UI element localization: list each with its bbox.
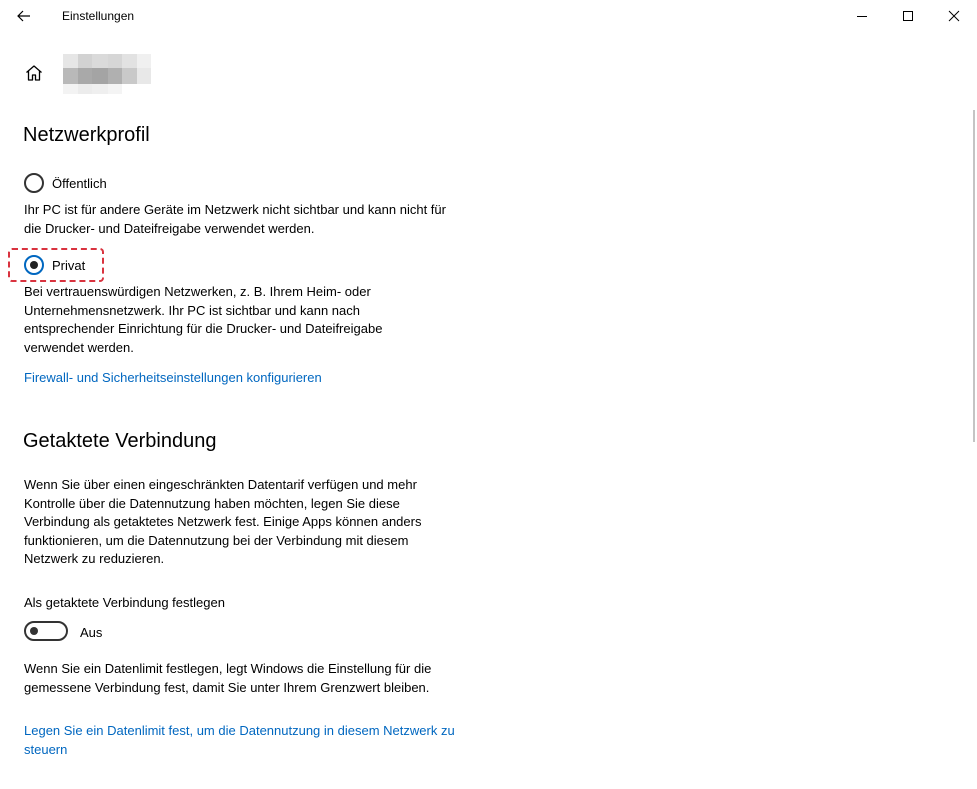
minimize-button[interactable]	[839, 0, 885, 32]
back-arrow-icon[interactable]	[14, 6, 34, 26]
metered-toggle-label: Als getaktete Verbindung festlegen	[24, 595, 225, 610]
datenlimit-description: Wenn Sie ein Datenlimit festlegen, legt Windows die Einstellung für die gemessene Verbindung fest, damit Sie unter Ihrem Grenzwert bleiben.	[24, 661, 432, 695]
window-title: Einstellungen	[62, 9, 135, 23]
netzwerkprofil-heading: Netzwerkprofil	[23, 124, 150, 146]
firewall-settings-link[interactable]: Firewall- und Sicherheitseinstellungen konfigurieren	[24, 370, 322, 385]
getaktete-verbindung-heading: Getaktete Verbindung	[23, 430, 217, 452]
toggle-state-text: Aus	[80, 625, 103, 640]
radio-privat[interactable]	[24, 255, 44, 275]
radio-selected-dot	[30, 261, 38, 269]
title-bar	[0, 0, 977, 32]
scrollbar-thumb[interactable]	[973, 110, 975, 442]
radio-privat-label[interactable]: Privat	[52, 258, 86, 273]
privat-description: Bei vertrauenswürdigen Netzwerken, z. B. Ihrem Heim- oder Unternehmensnetzwerk. Ihr PC ist sichtbar und kann nach entsprechender Einrichtung für die Drucker- und Dateifreigabe verwendet werden.	[24, 284, 383, 355]
radio-oeffentlich-label[interactable]: Öffentlich	[52, 176, 107, 191]
toggle-knob	[30, 627, 38, 635]
oeffentlich-description: Ihr PC ist für andere Geräte im Netzwerk nicht sichtbar und kann nicht für die Drucker- und Dateifreigabe verwendet werden.	[24, 202, 446, 236]
set-data-limit-link[interactable]: Legen Sie ein Datenlimit fest, um die Datennutzung in diesem Netzwerk zu steuern	[24, 723, 455, 757]
close-button[interactable]	[931, 0, 977, 32]
getaktet-description: Wenn Sie über einen eingeschränkten Datentarif verfügen und mehr Kontrolle über die Datennutzung haben möchten, legen Sie diese Verbindung als getaktetes Netzwerk fest. Einige Apps können anders funktionieren, um die Datennutzung bei der Verbindung mit diesem Netzwerk zu reduzieren.	[24, 477, 422, 566]
metered-connection-toggle[interactable]	[24, 621, 68, 641]
network-name-redacted	[63, 54, 151, 94]
maximize-button[interactable]	[885, 0, 931, 32]
home-icon[interactable]	[24, 63, 44, 83]
radio-oeffentlich[interactable]	[24, 173, 44, 193]
